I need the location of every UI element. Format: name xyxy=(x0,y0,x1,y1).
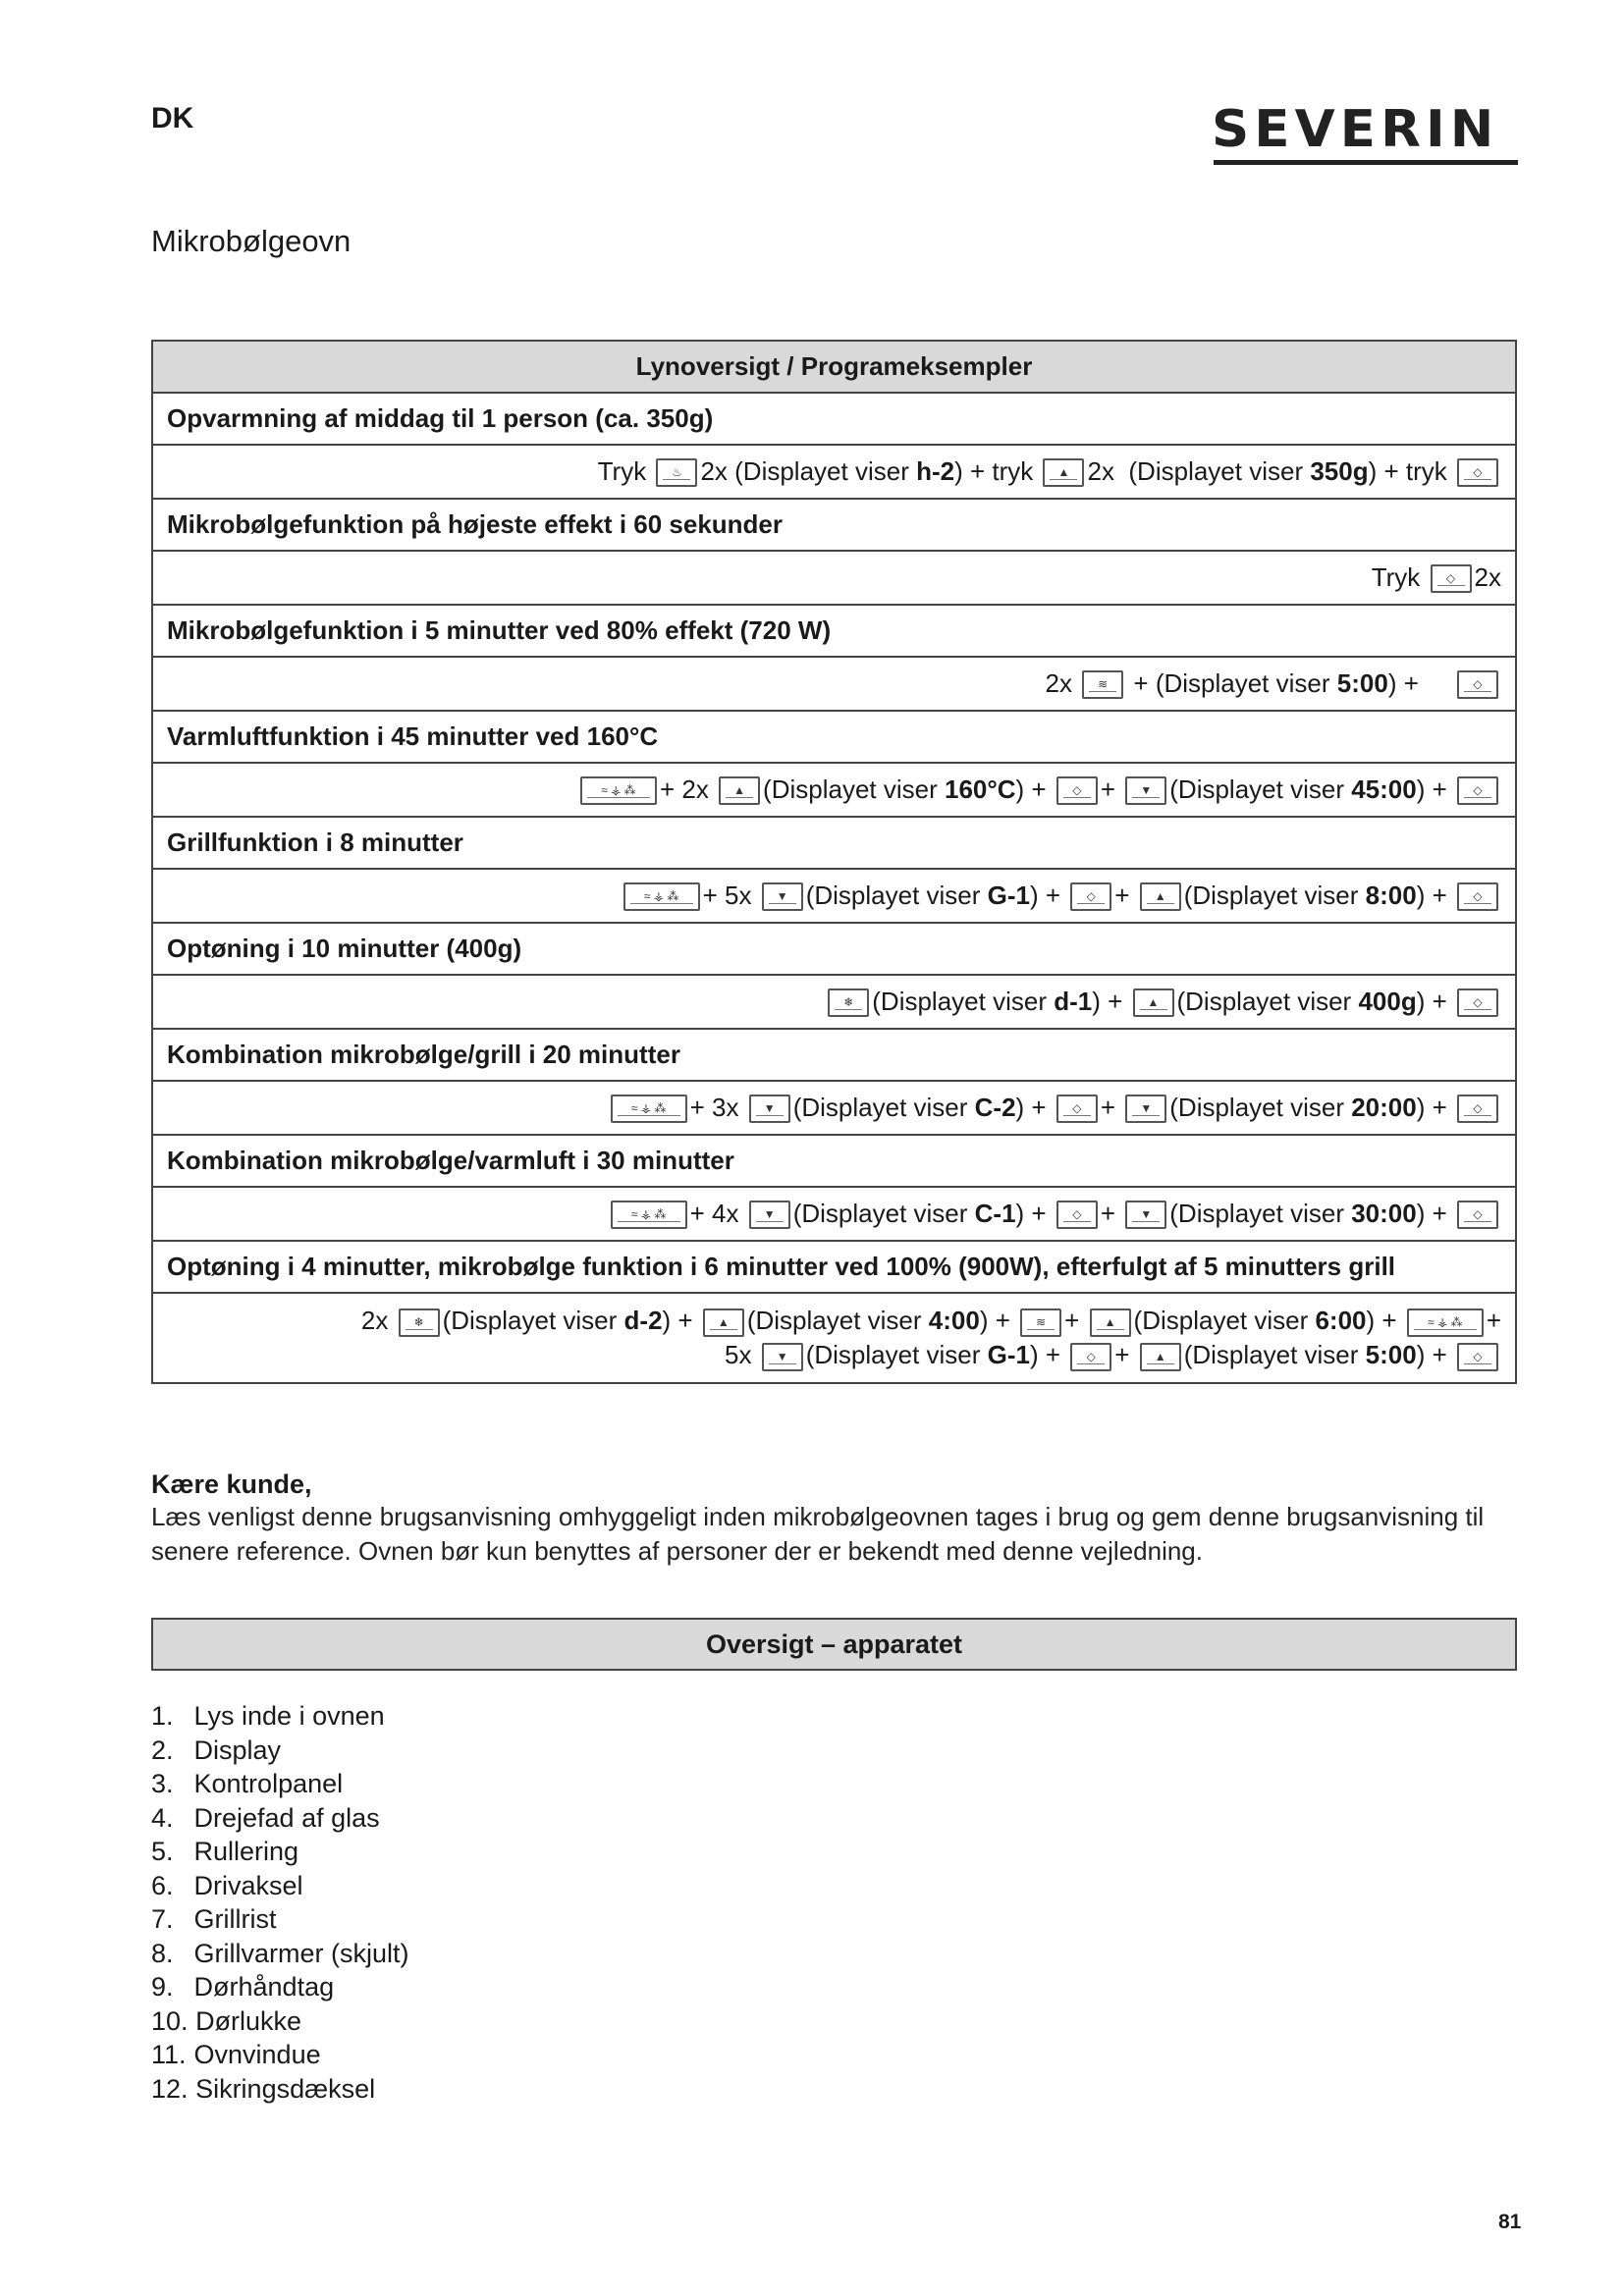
list-item xyxy=(151,1835,409,1869)
severin-logo: SEVERIN xyxy=(1212,100,1499,159)
step-text: (Displayet viser xyxy=(792,1198,975,1228)
step-text: 2x (Displayet viser xyxy=(1087,455,1311,486)
step-text: Tryk xyxy=(1371,561,1428,592)
step-text: + xyxy=(1114,880,1137,910)
list-item xyxy=(151,1767,409,1801)
display-value: 30:00 xyxy=(1351,1198,1417,1228)
example-steps-row xyxy=(152,975,1516,1029)
step-text: + xyxy=(1114,1340,1137,1369)
auto-menu-up-icon: ▲ xyxy=(703,1308,744,1337)
quick-start-icon: ◇ xyxy=(1457,882,1498,911)
step-text: (Displayet viser xyxy=(746,1306,929,1335)
example-title: Mikrobølgefunktion i 5 minutter ved 80% effekt (720 W) xyxy=(152,605,1516,657)
step-text: (Displayet viser xyxy=(1133,1306,1316,1335)
display-value: C-1 xyxy=(974,1198,1016,1228)
quick-overview-table xyxy=(151,340,1517,1384)
step-text: + xyxy=(1486,1306,1501,1335)
quick-start-icon: ◇ xyxy=(1056,1201,1098,1229)
step-text: ) + xyxy=(1387,667,1454,698)
auto-menu-up-icon: ▲ xyxy=(1140,882,1181,911)
step-text: (Displayet viser xyxy=(805,880,988,910)
step-text: (Displayet viser xyxy=(792,1092,975,1122)
quick-start-icon: ◇ xyxy=(1070,882,1111,911)
step-text: 2x xyxy=(1474,561,1501,592)
step-text: + 5x xyxy=(702,880,759,910)
language-code: DK xyxy=(151,102,194,134)
page-title: Mikrobølgeovn xyxy=(151,224,352,258)
intro-text: Læs venligst denne brugsanvisning omhyggeligt inden mikrobølgeovnen tages i brug og gem denne brugsanvisning til senere reference. Ovnen bør kun benyttes af personer der er bekendt med denne vejledning. xyxy=(151,1502,1485,1566)
step-text: ) + xyxy=(1015,1198,1054,1228)
display-value: 8:00 xyxy=(1365,880,1417,910)
step-text: ) + xyxy=(979,1306,1018,1335)
microwave-icon: ≋ xyxy=(1082,670,1123,699)
example-steps-row xyxy=(152,869,1516,923)
step-text: (Displayet viser xyxy=(1183,880,1366,910)
step-text: + xyxy=(1064,1306,1087,1335)
display-value: h-2 xyxy=(916,455,955,486)
intro-section xyxy=(151,1468,1517,1569)
step-text: + 2x xyxy=(659,774,717,804)
example-title-row xyxy=(152,923,1516,975)
logo-underline xyxy=(1214,160,1518,165)
example-title: Kombination mikrobølge/grill i 20 minutter xyxy=(152,1029,1516,1081)
example-title-row xyxy=(152,1135,1516,1187)
item-label: Grillrist xyxy=(193,1904,277,1934)
step-text: 2x (Displayet viser xyxy=(700,455,917,486)
auto-menu-up-icon: ▲ xyxy=(1090,1308,1131,1337)
item-label: Lys inde i ovnen xyxy=(193,1701,385,1731)
step-text: ) + xyxy=(1015,774,1054,804)
example-steps-row xyxy=(152,763,1516,817)
display-value: 350g xyxy=(1310,455,1369,486)
step-text: (Displayet viser xyxy=(1169,774,1352,804)
quick-start-icon: ◇ xyxy=(1457,988,1498,1017)
defrost-icon: ❄ xyxy=(828,988,869,1017)
quick-start-icon: ◇ xyxy=(1457,1343,1498,1371)
menu-icon: ≈ ⚶ ⁂ xyxy=(623,882,700,911)
list-item xyxy=(151,1902,409,1937)
item-number: 2. xyxy=(151,1735,174,1765)
step-text: (Displayet viser xyxy=(442,1306,624,1335)
display-value: G-1 xyxy=(987,1340,1030,1369)
step-text: ) + xyxy=(1416,880,1454,910)
display-value: 4:00 xyxy=(928,1306,980,1335)
item-label: Rullering xyxy=(193,1837,299,1866)
example-title: Optøning i 4 minutter, mikrobølge funktion i 6 minutter ved 100% (900W), efterfulgt af 5 minutters grill xyxy=(152,1241,1516,1293)
item-label: Display xyxy=(193,1735,282,1765)
quick-start-icon: ◇ xyxy=(1457,1095,1498,1123)
step-text: (Displayet viser xyxy=(1169,1198,1352,1228)
quick-start-icon: ◇ xyxy=(1457,458,1498,487)
item-number: 3. xyxy=(151,1769,174,1798)
step-text: 2x xyxy=(360,1306,396,1335)
step-text: ) + tryk xyxy=(954,455,1041,486)
example-title: Opvarmning af middag til 1 person (ca. 350g) xyxy=(152,393,1516,445)
display-value: 5:00 xyxy=(1336,667,1388,698)
step-text: (Displayet viser xyxy=(872,986,1055,1016)
down-arrow-icon: ▼ xyxy=(1125,1095,1166,1123)
item-label: Drejefad af glas xyxy=(193,1802,380,1833)
down-arrow-icon: ▼ xyxy=(749,1201,790,1229)
step-text: + xyxy=(1100,1092,1123,1122)
list-item xyxy=(151,1869,409,1903)
quick-overview-heading-row xyxy=(152,341,1516,393)
quick-overview-heading: Lynoversigt / Programeksempler xyxy=(152,341,1516,393)
display-value: 400g xyxy=(1358,986,1417,1016)
example-steps-row xyxy=(152,445,1516,499)
step-text: ) + xyxy=(1416,1340,1454,1369)
item-number: 6. xyxy=(151,1870,174,1900)
item-number: 5. xyxy=(151,1837,174,1866)
step-text: ) + xyxy=(1030,1340,1068,1369)
quick-start-icon: ◇ xyxy=(1431,564,1472,593)
example-steps-row xyxy=(152,657,1516,711)
step-text: ) + xyxy=(1416,1092,1454,1122)
quick-start-icon: ◇ xyxy=(1056,776,1098,805)
step-text: ) + xyxy=(1366,1306,1404,1335)
example-title-row xyxy=(152,1241,1516,1293)
quick-start-icon: ◇ xyxy=(1070,1343,1111,1371)
display-value: 20:00 xyxy=(1351,1092,1417,1122)
display-value: 5:00 xyxy=(1365,1340,1417,1369)
example-title: Mikrobølgefunktion på højeste effekt i 60 sekunder xyxy=(152,499,1516,551)
step-text: ) + xyxy=(1030,880,1068,910)
menu-icon: ≈ ⚶ ⁂ xyxy=(1407,1308,1484,1337)
step-text: ) + xyxy=(1416,986,1454,1016)
step-text: (Displayet viser xyxy=(805,1340,988,1369)
down-arrow-icon: ▼ xyxy=(762,1343,803,1371)
example-steps-row xyxy=(152,551,1516,605)
quick-start-icon: ◇ xyxy=(1457,1201,1498,1229)
example-title: Optøning i 10 minutter (400g) xyxy=(152,923,1516,975)
list-item xyxy=(151,1937,409,1971)
item-number: 9. xyxy=(151,1972,174,2002)
item-label: Dørlukke xyxy=(195,2005,302,2036)
intro-heading: Kære kunde, xyxy=(151,1469,312,1499)
display-value: 160°C xyxy=(944,774,1016,804)
list-item xyxy=(151,2072,409,2107)
steam-icon: ♨ xyxy=(656,458,697,487)
step-text: ) + xyxy=(1416,774,1454,804)
example-steps xyxy=(152,1187,1516,1241)
example-title-row xyxy=(152,817,1516,869)
step-text: + xyxy=(1100,774,1123,804)
example-title-row xyxy=(152,605,1516,657)
step-text: (Displayet viser xyxy=(1183,1340,1366,1369)
example-steps-row xyxy=(152,1081,1516,1135)
display-value: 45:00 xyxy=(1351,774,1417,804)
example-steps xyxy=(152,1293,1516,1383)
example-steps xyxy=(152,869,1516,923)
item-number: 11. xyxy=(151,2040,187,2069)
auto-menu-up-icon: ▲ xyxy=(1133,988,1174,1017)
down-arrow-icon: ▼ xyxy=(1125,1201,1166,1229)
step-text: ) + tryk xyxy=(1368,455,1454,486)
defrost-icon: ❄ xyxy=(399,1308,440,1337)
example-title-row xyxy=(152,499,1516,551)
item-label: Ovnvindue xyxy=(193,2040,321,2069)
item-label: Grillvarmer (skjult) xyxy=(193,1938,409,1968)
step-text: 5x xyxy=(725,1340,759,1369)
item-label: Drivaksel xyxy=(193,1870,303,1900)
example-title-row xyxy=(152,393,1516,445)
item-number: 10. xyxy=(151,2005,189,2036)
appliance-parts-list xyxy=(151,1699,409,2106)
example-title-row xyxy=(152,1029,1516,1081)
auto-menu-up-icon: ▲ xyxy=(1043,458,1084,487)
list-item xyxy=(151,2004,409,2039)
example-title-row xyxy=(152,711,1516,763)
microwave-icon: ≋ xyxy=(1020,1308,1061,1337)
display-value: d-2 xyxy=(623,1306,663,1335)
item-number: 4. xyxy=(151,1802,174,1833)
item-number: 8. xyxy=(151,1938,174,1968)
step-text: + 4x xyxy=(689,1198,746,1228)
display-value: G-1 xyxy=(987,880,1030,910)
step-text: + 3x xyxy=(689,1092,746,1122)
step-text: Tryk xyxy=(597,455,654,486)
quick-start-icon: ◇ xyxy=(1457,670,1498,699)
example-steps xyxy=(152,763,1516,817)
example-steps xyxy=(152,1081,1516,1135)
quick-start-icon: ◇ xyxy=(1056,1095,1098,1123)
step-text: ) + xyxy=(1015,1092,1054,1122)
display-value: C-2 xyxy=(974,1092,1016,1122)
auto-menu-up-icon: ▲ xyxy=(1140,1343,1181,1371)
list-item xyxy=(151,1970,409,2004)
item-label: Kontrolpanel xyxy=(193,1769,344,1798)
list-item xyxy=(151,2038,409,2072)
menu-icon: ≈ ⚶ ⁂ xyxy=(611,1095,687,1123)
item-label: Sikringsdæksel xyxy=(195,2073,376,2104)
example-steps xyxy=(152,445,1516,499)
step-text: ) + xyxy=(1416,1198,1454,1228)
step-text: (Displayet viser xyxy=(1176,986,1359,1016)
down-arrow-icon: ▼ xyxy=(749,1095,790,1123)
example-title: Kombination mikrobølge/varmluft i 30 minutter xyxy=(152,1135,1516,1187)
example-steps xyxy=(152,657,1516,711)
menu-icon: ≈ ⚶ ⁂ xyxy=(580,776,657,805)
item-number: 7. xyxy=(151,1904,174,1934)
example-title: Varmluftfunktion i 45 minutter ved 160°C xyxy=(152,711,1516,763)
example-steps-row xyxy=(152,1293,1516,1383)
page-number: 81 xyxy=(1498,2211,1522,2233)
down-arrow-icon: ▼ xyxy=(1125,776,1166,805)
step-text: ) + xyxy=(1092,986,1130,1016)
example-steps xyxy=(152,975,1516,1029)
example-title: Grillfunktion i 8 minutter xyxy=(152,817,1516,869)
list-item xyxy=(151,1734,409,1768)
overview-heading: Oversigt – apparatet xyxy=(151,1618,1517,1671)
down-arrow-icon: ▼ xyxy=(762,882,803,911)
example-steps xyxy=(152,551,1516,605)
display-value: 6:00 xyxy=(1315,1306,1367,1335)
list-item xyxy=(151,1801,409,1836)
menu-icon: ≈ ⚶ ⁂ xyxy=(611,1201,687,1229)
step-text: ) + xyxy=(662,1306,700,1335)
step-text: (Displayet viser xyxy=(763,774,945,804)
item-label: Dørhåndtag xyxy=(193,1972,335,2002)
item-number: 1. xyxy=(151,1701,174,1731)
step-text: + (Displayet viser xyxy=(1126,667,1337,698)
list-item xyxy=(151,1699,409,1734)
auto-menu-up-icon: ▲ xyxy=(719,776,760,805)
example-steps-row xyxy=(152,1187,1516,1241)
step-text: 2x xyxy=(1045,667,1080,698)
display-value: d-1 xyxy=(1054,986,1093,1016)
quick-start-icon: ◇ xyxy=(1457,776,1498,805)
item-number: 12. xyxy=(151,2073,189,2104)
step-text: (Displayet viser xyxy=(1169,1092,1352,1122)
step-text: + xyxy=(1100,1198,1123,1228)
